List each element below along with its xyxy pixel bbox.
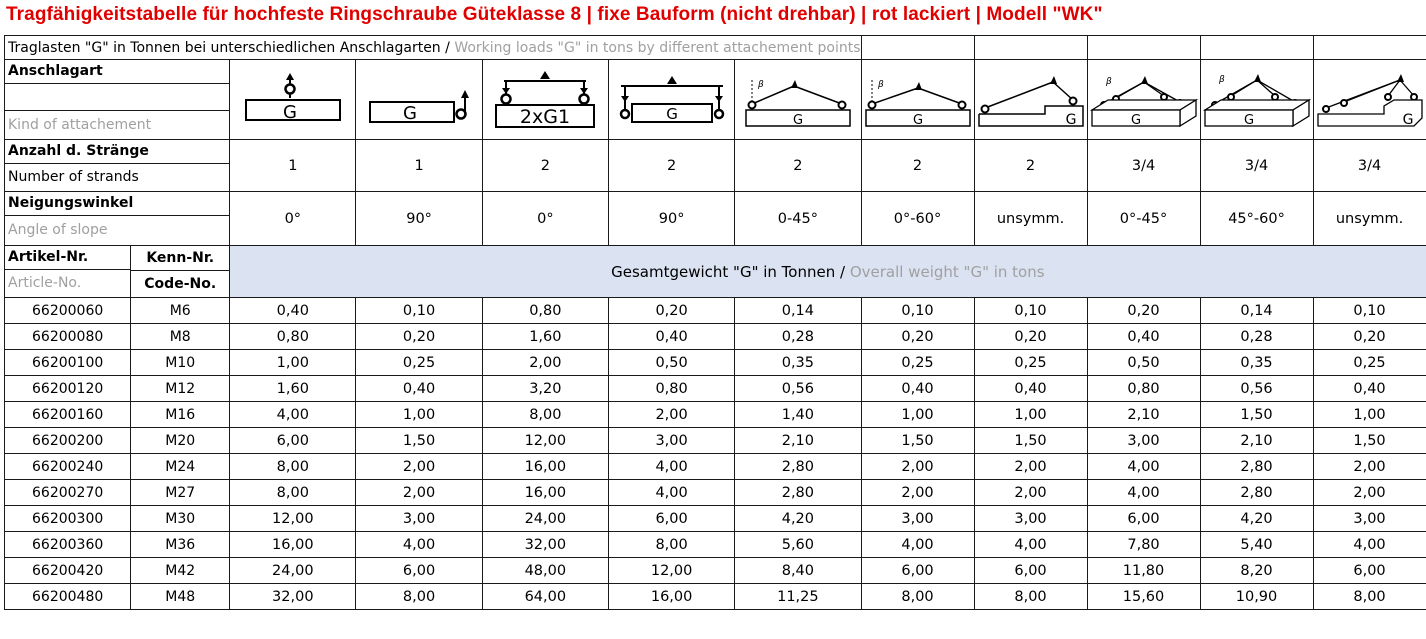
separator: / — [835, 262, 850, 281]
double-side-icon — [608, 60, 734, 140]
load-value: 8,00 — [356, 584, 482, 610]
load-value: 0,40 — [974, 376, 1087, 402]
artikel-nr-label: Artikel-Nr. — [8, 249, 89, 265]
load-value: 24,00 — [482, 506, 608, 532]
angle-value: 0° — [230, 192, 356, 246]
load-value: 0,40 — [1087, 324, 1200, 350]
article-number: 66200160 — [5, 402, 131, 428]
load-value: 8,40 — [735, 558, 861, 584]
load-value: 0,28 — [735, 324, 861, 350]
table-row — [5, 584, 1426, 610]
strands-value: 1 — [230, 140, 356, 192]
svg-text:G: G — [665, 104, 678, 123]
table-row — [5, 324, 1426, 350]
load-value: 16,00 — [230, 532, 356, 558]
load-value: 0,14 — [735, 298, 861, 324]
svg-text:2xG1: 2xG1 — [520, 105, 571, 128]
load-value: 0,40 — [861, 376, 974, 402]
load-value: 6,00 — [1313, 558, 1426, 584]
load-value: 32,00 — [230, 584, 356, 610]
load-value: 11,25 — [735, 584, 861, 610]
angle-value: unsymm. — [1313, 192, 1426, 246]
load-value: 15,60 — [1087, 584, 1200, 610]
code-number: M12 — [131, 376, 230, 402]
load-value: 8,00 — [230, 480, 356, 506]
code-number: M20 — [131, 428, 230, 454]
header-blank — [1087, 36, 1200, 60]
multi-leg-60-icon — [1200, 60, 1313, 140]
multi-leg-asym-icon — [1313, 60, 1426, 140]
load-value: 0,80 — [230, 324, 356, 350]
angle-value: 0-45° — [735, 192, 861, 246]
load-value: 3,20 — [482, 376, 608, 402]
load-value: 0,20 — [1313, 324, 1426, 350]
two-leg-45-icon — [735, 60, 861, 140]
neigungswinkel-label: Neigungswinkel — [8, 195, 134, 211]
strands-value: 3/4 — [1313, 140, 1426, 192]
load-value: 6,00 — [230, 428, 356, 454]
load-value: 4,00 — [230, 402, 356, 428]
load-value: 2,80 — [1200, 454, 1313, 480]
load-value: 2,80 — [1200, 480, 1313, 506]
strands-value: 3/4 — [1200, 140, 1313, 192]
load-value: 4,00 — [861, 532, 974, 558]
load-value: 1,00 — [230, 350, 356, 376]
article-number: 66200270 — [5, 480, 131, 506]
svg-text:β: β — [1105, 76, 1112, 87]
load-value: 0,25 — [356, 350, 482, 376]
load-value: 4,20 — [1200, 506, 1313, 532]
load-value: 0,80 — [1087, 376, 1200, 402]
kind-of-attachement-label: Kind of attachement — [5, 110, 229, 139]
code-number: M42 — [131, 558, 230, 584]
anzahl-straenge-label: Anzahl d. Stränge — [8, 143, 149, 159]
load-value: 8,00 — [482, 402, 608, 428]
load-value: 4,00 — [974, 532, 1087, 558]
table-row — [5, 298, 1426, 324]
data-rows — [5, 298, 1426, 610]
load-value: 3,00 — [608, 428, 734, 454]
load-value: 0,20 — [1087, 298, 1200, 324]
code-number: M6 — [131, 298, 230, 324]
gesamtgewicht-en: Overall weight "G" in tons — [849, 262, 1045, 281]
svg-text:G: G — [1243, 112, 1254, 128]
load-value: 3,00 — [1313, 506, 1426, 532]
load-value: 4,00 — [608, 480, 734, 506]
load-value: 2,10 — [735, 428, 861, 454]
load-value: 0,25 — [861, 350, 974, 376]
load-value: 0,10 — [861, 298, 974, 324]
vertical-single-icon — [230, 60, 356, 140]
code-header-cell — [131, 246, 230, 298]
article-no-label: Article-No. — [5, 269, 130, 296]
svg-text:G: G — [1065, 111, 1076, 128]
load-value: 1,50 — [974, 428, 1087, 454]
article-number: 66200120 — [5, 376, 131, 402]
load-value: 3,00 — [1087, 428, 1200, 454]
load-value: 8,00 — [1313, 584, 1426, 610]
overall-weight-band — [230, 246, 1426, 298]
svg-text:β: β — [757, 79, 764, 90]
working-loads-en: Working loads "G" in tons by different attachement points — [454, 39, 861, 56]
load-value: 0,14 — [1200, 298, 1313, 324]
load-value: 0,56 — [1200, 376, 1313, 402]
load-value: 0,20 — [861, 324, 974, 350]
load-value: 0,50 — [1087, 350, 1200, 376]
code-number: M8 — [131, 324, 230, 350]
side-single-icon — [356, 60, 482, 140]
load-value: 1,60 — [482, 324, 608, 350]
load-value: 0,10 — [356, 298, 482, 324]
load-value: 4,00 — [1087, 480, 1200, 506]
load-value: 2,10 — [1087, 402, 1200, 428]
table-row — [5, 532, 1426, 558]
load-value: 0,20 — [608, 298, 734, 324]
angle-value: 45°-60° — [1200, 192, 1313, 246]
code-number: M36 — [131, 532, 230, 558]
load-value: 0,20 — [974, 324, 1087, 350]
load-value: 0,10 — [974, 298, 1087, 324]
table-row — [5, 376, 1426, 402]
table-row — [5, 428, 1426, 454]
strands-value: 2 — [861, 140, 974, 192]
load-value: 5,40 — [1200, 532, 1313, 558]
angle-label-cell — [5, 192, 230, 246]
load-value: 2,00 — [356, 454, 482, 480]
load-value: 6,00 — [861, 558, 974, 584]
load-value: 1,40 — [735, 402, 861, 428]
svg-text:G: G — [912, 112, 923, 128]
load-table — [4, 35, 1426, 610]
strands-value: 3/4 — [1087, 140, 1200, 192]
load-value: 0,40 — [230, 298, 356, 324]
code-number: M16 — [131, 402, 230, 428]
load-value: 0,35 — [1200, 350, 1313, 376]
svg-text:β: β — [877, 79, 884, 90]
load-value: 12,00 — [482, 428, 608, 454]
load-value: 2,00 — [608, 402, 734, 428]
load-value: 0,20 — [356, 324, 482, 350]
separator: / — [440, 39, 455, 56]
article-number: 66200200 — [5, 428, 131, 454]
load-value: 12,00 — [608, 558, 734, 584]
article-number: 66200420 — [5, 558, 131, 584]
load-value: 2,00 — [356, 480, 482, 506]
two-leg-asym-icon — [974, 60, 1087, 140]
load-value: 1,50 — [356, 428, 482, 454]
load-value: 1,60 — [230, 376, 356, 402]
angle-value: 0° — [482, 192, 608, 246]
load-value: 4,00 — [356, 532, 482, 558]
code-number: M30 — [131, 506, 230, 532]
strands-value: 2 — [735, 140, 861, 192]
load-value: 6,00 — [608, 506, 734, 532]
header-blank — [974, 36, 1087, 60]
load-value: 1,50 — [1313, 428, 1426, 454]
code-number: M27 — [131, 480, 230, 506]
load-value: 32,00 — [482, 532, 608, 558]
load-value: 3,00 — [356, 506, 482, 532]
header-blank — [1313, 36, 1426, 60]
load-value: 8,00 — [608, 532, 734, 558]
load-value: 2,00 — [861, 454, 974, 480]
anschlagart-cell — [5, 60, 230, 140]
load-value: 2,00 — [482, 350, 608, 376]
load-value: 1,00 — [356, 402, 482, 428]
load-value: 4,00 — [608, 454, 734, 480]
code-number: M48 — [131, 584, 230, 610]
svg-text:G: G — [792, 112, 803, 128]
strands-value: 2 — [974, 140, 1087, 192]
table-row — [5, 454, 1426, 480]
article-header-cell — [5, 246, 131, 298]
angle-value: 90° — [608, 192, 734, 246]
code-no-label: Code-No. — [131, 270, 229, 297]
load-value: 0,50 — [608, 350, 734, 376]
article-number: 66200300 — [5, 506, 131, 532]
load-value: 3,00 — [861, 506, 974, 532]
load-value: 0,25 — [1313, 350, 1426, 376]
article-number: 66200080 — [5, 324, 131, 350]
two-leg-60-icon — [861, 60, 974, 140]
svg-text:G: G — [1402, 111, 1413, 128]
article-number: 66200060 — [5, 298, 131, 324]
load-value: 8,20 — [1200, 558, 1313, 584]
code-number: M10 — [131, 350, 230, 376]
anschlagart-label: Anschlagart — [8, 63, 103, 79]
load-value: 6,00 — [974, 558, 1087, 584]
load-value: 6,00 — [1087, 506, 1200, 532]
strands-value: 2 — [482, 140, 608, 192]
load-value: 1,00 — [974, 402, 1087, 428]
svg-text:G: G — [403, 102, 418, 124]
load-value: 11,80 — [1087, 558, 1200, 584]
load-value: 0,40 — [608, 324, 734, 350]
table-row — [5, 558, 1426, 584]
load-value: 10,90 — [1200, 584, 1313, 610]
header-blank — [861, 36, 974, 60]
kenn-nr-label: Kenn-Nr. — [146, 250, 215, 266]
load-value: 3,00 — [974, 506, 1087, 532]
code-number: M24 — [131, 454, 230, 480]
load-value: 0,25 — [974, 350, 1087, 376]
load-value: 1,50 — [861, 428, 974, 454]
load-value: 0,40 — [356, 376, 482, 402]
load-value: 7,80 — [1087, 532, 1200, 558]
table-row — [5, 506, 1426, 532]
angle-of-slope-label: Angle of slope — [5, 215, 229, 244]
gesamtgewicht-de: Gesamtgewicht "G" in Tonnen — [611, 262, 836, 281]
table-row — [5, 350, 1426, 376]
load-value: 0,80 — [482, 298, 608, 324]
load-value: 1,50 — [1200, 402, 1313, 428]
load-value: 0,40 — [1313, 376, 1426, 402]
load-value: 2,80 — [735, 480, 861, 506]
strands-label-cell — [5, 140, 230, 192]
table-row — [5, 480, 1426, 506]
angle-value: 0°-60° — [861, 192, 974, 246]
load-value: 0,56 — [735, 376, 861, 402]
angle-value: 90° — [356, 192, 482, 246]
load-value: 2,00 — [1313, 454, 1426, 480]
load-value: 12,00 — [230, 506, 356, 532]
article-number: 66200100 — [5, 350, 131, 376]
double-vertical-icon — [482, 60, 608, 140]
load-value: 2,10 — [1200, 428, 1313, 454]
svg-text:β: β — [1218, 74, 1225, 85]
number-of-strands-label: Number of strands — [5, 163, 229, 190]
load-value: 8,00 — [230, 454, 356, 480]
page-title: Tragfähigkeitstabelle für hochfeste Ringschraube Güteklasse 8 | fixe Bauform (nicht drehbar) | rot lackiert | Modell "WK" — [6, 4, 1103, 25]
article-number: 66200360 — [5, 532, 131, 558]
angle-value: 0°-45° — [1087, 192, 1200, 246]
load-value: 1,00 — [1313, 402, 1426, 428]
load-value: 8,00 — [861, 584, 974, 610]
load-value: 5,60 — [735, 532, 861, 558]
strands-value: 1 — [356, 140, 482, 192]
load-value: 2,00 — [861, 480, 974, 506]
angle-value: unsymm. — [974, 192, 1087, 246]
load-value: 8,00 — [974, 584, 1087, 610]
load-value: 4,20 — [735, 506, 861, 532]
working-loads-de: Traglasten "G" in Tonnen bei unterschiedlichen Anschlagarten — [8, 39, 441, 56]
load-value: 2,00 — [974, 454, 1087, 480]
load-value: 6,00 — [356, 558, 482, 584]
load-value: 0,28 — [1200, 324, 1313, 350]
article-number: 66200240 — [5, 454, 131, 480]
load-value: 64,00 — [482, 584, 608, 610]
header-blank — [1200, 36, 1313, 60]
load-value: 16,00 — [482, 454, 608, 480]
table-row — [5, 402, 1426, 428]
load-value: 24,00 — [230, 558, 356, 584]
load-value: 16,00 — [608, 584, 734, 610]
svg-text:G: G — [1130, 112, 1141, 128]
load-value: 1,00 — [861, 402, 974, 428]
load-value: 4,00 — [1087, 454, 1200, 480]
load-value: 2,80 — [735, 454, 861, 480]
load-value: 0,10 — [1313, 298, 1426, 324]
multi-leg-45-icon — [1087, 60, 1200, 140]
load-value: 4,00 — [1313, 532, 1426, 558]
load-value: 0,80 — [608, 376, 734, 402]
load-value: 16,00 — [482, 480, 608, 506]
strands-value: 2 — [608, 140, 734, 192]
article-number: 66200480 — [5, 584, 131, 610]
load-value: 48,00 — [482, 558, 608, 584]
icon-label: G — [282, 101, 297, 123]
load-value: 2,00 — [974, 480, 1087, 506]
load-value: 0,35 — [735, 350, 861, 376]
load-value: 2,00 — [1313, 480, 1426, 506]
working-loads-header — [5, 36, 862, 60]
